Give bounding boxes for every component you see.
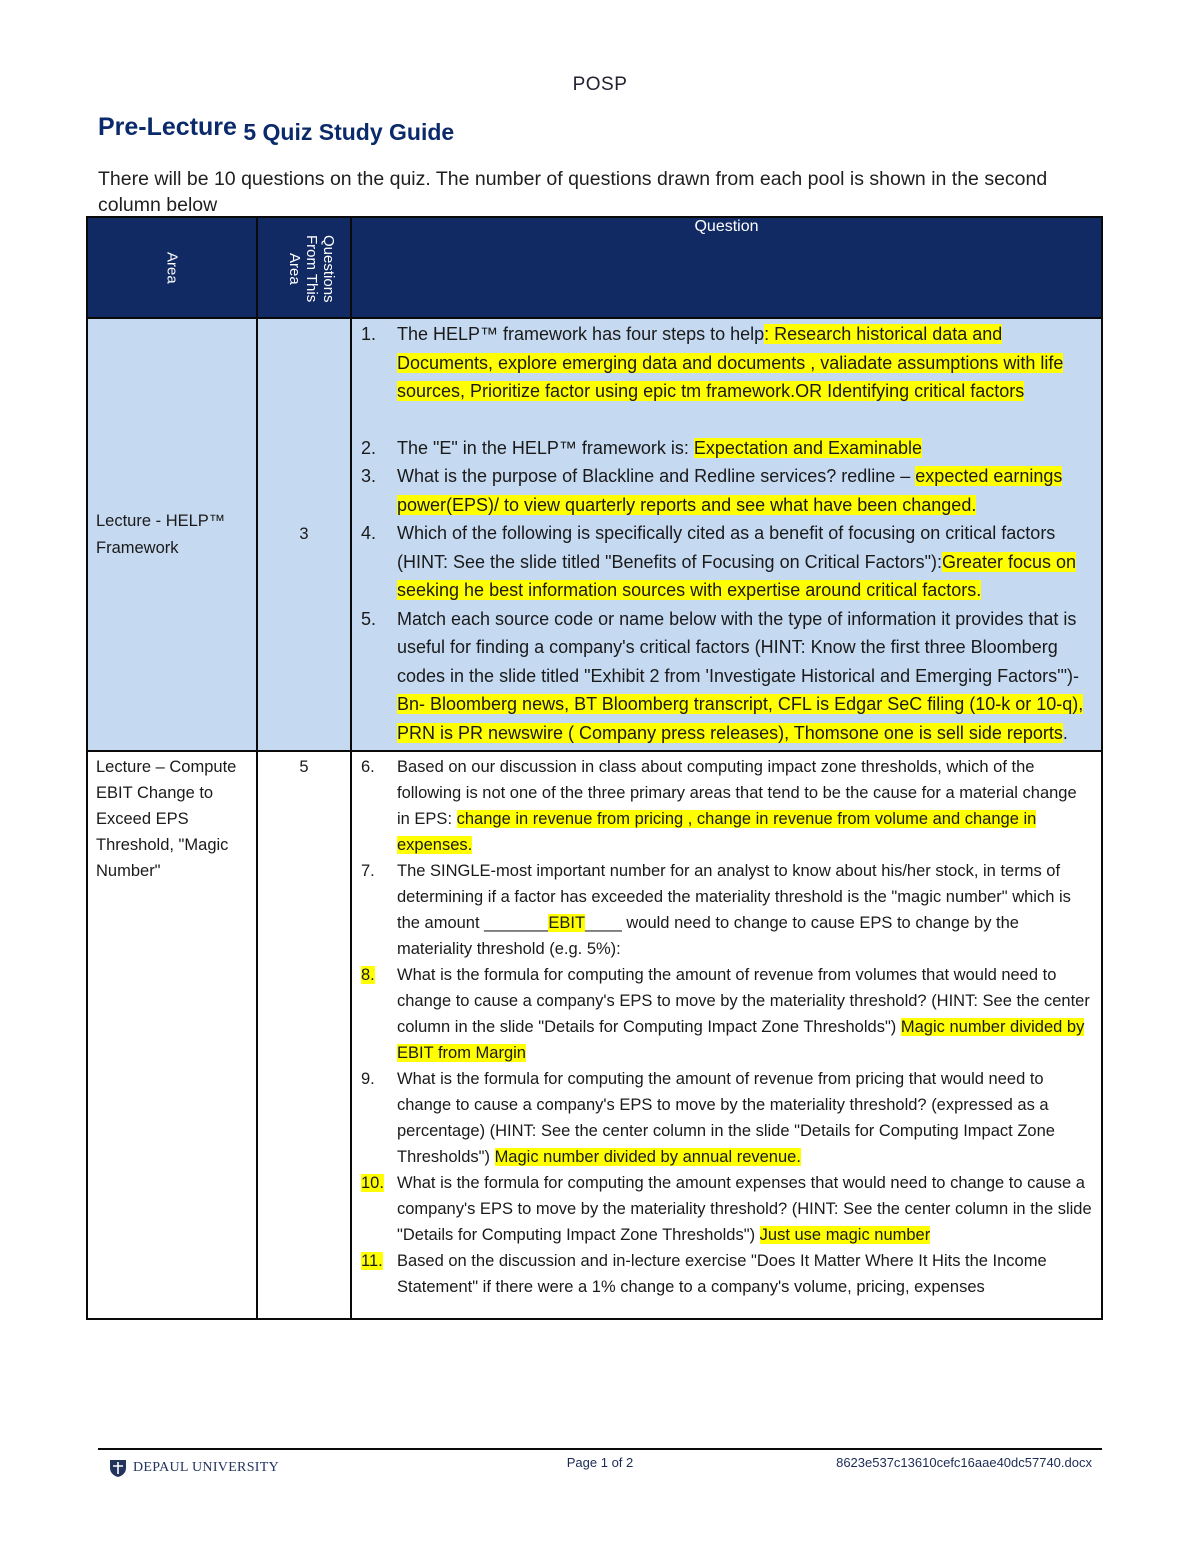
question-segment: What is the formula for computing the amount of revenue from volumes that would need to change to cause a company's EPS to move by the materiality threshold? (HINT: See the center column in the slide "Details for Computing Impact Zone Thresholds") [397, 966, 1090, 1036]
table-row [87, 318, 1102, 751]
question-text [397, 462, 1093, 519]
question-number-text: 7. [361, 862, 375, 880]
answer-highlight: Magic number divided by annual revenue. [494, 1148, 801, 1166]
question-segment: ____ would need to change to cause EPS to change by the materiality threshold (e.g. 5%): [397, 914, 1019, 958]
area-cell: Lecture – Compute EBIT Change to Exceed EPS Threshold, "Magic Number" [87, 751, 257, 1319]
answer-highlight: EBIT [548, 914, 586, 932]
question-number [352, 1066, 397, 1170]
questions-cell [351, 318, 1102, 751]
question-number-text: 1. [361, 324, 377, 344]
document-header-label: POSP [572, 74, 628, 95]
question-item [352, 1248, 1093, 1300]
question-text [397, 605, 1093, 748]
intro-paragraph: There will be 10 questions on the quiz. The number of questions drawn from each pool is shown in the second column below [98, 168, 1048, 216]
question-text [397, 519, 1093, 605]
answer-highlight: Just use magic number [759, 1226, 931, 1244]
question-number [352, 519, 397, 605]
answer-highlight: : Research historical data and Documents, explore emerging data and documents , valiadate assumptions with life sources, Prioritize factor using epic tm framework.OR Identifying critical factors [397, 324, 1064, 401]
question-segment: The HELP™ framework has four steps to help [397, 324, 765, 344]
question-item [352, 1170, 1093, 1248]
file-name: 8623e537c13610cefc16aae40dc57740.docx [836, 1455, 1092, 1470]
question-number-text: 5. [361, 608, 377, 629]
study-guide-table [86, 216, 1103, 1320]
question-item [352, 519, 1093, 605]
question-item [352, 1066, 1093, 1170]
question-text [397, 858, 1093, 962]
answer-highlight: change in revenue from pricing , change in revenue from volume and change in expenses. [397, 810, 1037, 854]
question-number-text: 9. [361, 1070, 375, 1088]
question-list [352, 319, 1101, 750]
count-cell: 5 [257, 751, 351, 1319]
question-item [352, 462, 1093, 519]
question-number [352, 605, 397, 748]
question-number-text: 6. [361, 758, 375, 776]
question-number [352, 320, 397, 406]
count-cell: 3 [257, 318, 351, 751]
header-question-label: Question [694, 218, 759, 235]
question-item [352, 858, 1093, 962]
question-number-text: 3. [361, 466, 377, 486]
question-segment: The SINGLE-most important number for an analyst to know about his/her stock, in terms of determining if a factor has exceeded the materiality threshold is the "magic number" which is the amount _______ [397, 862, 1071, 932]
question-segment: What is the formula for computing the amount of revenue from pricing that would need to change to cause a company's EPS to move by the materiality threshold? (expressed as a percentage) (HINT: See the center column in the slide "Details for Computing Impact Zone Thresholds") [397, 1070, 1055, 1166]
page-number: Page 1 of 2 [566, 1455, 634, 1470]
header-count-label: Questions From This Area [286, 235, 337, 303]
question-segment: What is the purpose of Blackline and Redline services? redline – [397, 466, 916, 486]
question-number-text: 11. [361, 1252, 383, 1270]
question-number [352, 754, 397, 858]
question-number [352, 434, 397, 463]
answer-highlight: Expectation and Examinable [693, 437, 923, 458]
answer-highlight: Magic number divided by EBIT from Margin [397, 1018, 1085, 1062]
answer-highlight: Bn- Bloomberg news, BT Bloomberg transcript, CFL is Edgar SeC filing (10-k or 10-q), PRN is PR newswire ( Company press releases), Thomsone one is sell side reports [397, 694, 1084, 743]
question-segment: Which of the following is specifically cited as a benefit of focusing on critical factors (HINT: See the slide titled "Benefits of Focusing on Critical Factors"): [397, 523, 1056, 572]
question-number [352, 1170, 397, 1248]
question-number [352, 1248, 397, 1300]
question-number [352, 962, 397, 1066]
question-item [352, 434, 1093, 463]
logo-text: DEPAUL UNIVERSITY [133, 1460, 280, 1475]
question-text [397, 1248, 1093, 1300]
question-segment: . [1062, 722, 1068, 743]
question-segment: Match each source code or name below with the type of information it provides that is useful for finding a company's critical factors (HINT: Know the first three Bloomberg codes in the slide titled "Exhibit 2 from 'Investigate Historical and Emerging Factors'")- [397, 608, 1079, 686]
question-item [352, 754, 1093, 858]
table-row [87, 751, 1102, 1319]
question-list [352, 752, 1101, 1300]
question-number [352, 858, 397, 962]
question-text [397, 1170, 1093, 1248]
document-title [98, 113, 455, 145]
question-item [352, 962, 1093, 1066]
header-area-label: Area [163, 251, 181, 284]
question-text [397, 962, 1093, 1066]
question-segment: The "E" in the HELP™ framework is: [397, 437, 694, 458]
title-part-2: 5 Quiz Study Guide [236, 119, 455, 145]
questions-cell [351, 751, 1102, 1319]
answer-highlight: expected earnings power(EPS)/ to view quarterly reports and see what have been changed. [397, 466, 1063, 515]
question-number-text: 8. [361, 966, 375, 984]
header-count-cell [257, 217, 351, 318]
header-area-cell [87, 217, 257, 318]
area-cell: Lecture - HELP™ Framework [87, 318, 257, 751]
question-text [397, 434, 1093, 463]
question-number-text: 2. [361, 437, 377, 458]
title-part-1: Pre-Lecture [98, 113, 237, 141]
question-segment: What is the formula for computing the amount expenses that would need to change to cause a company's EPS to move by the materiality threshold? (HINT: See the center column in the slide "Details for Computing Impact Zone Thresholds") [397, 1174, 1092, 1244]
answer-highlight: Greater focus on seeking he best information sources with expertise around critical factors. [397, 551, 1077, 600]
question-number-text: 10. [361, 1174, 384, 1192]
question-item [352, 605, 1093, 748]
question-number [352, 462, 397, 519]
question-segment: Based on our discussion in class about computing impact zone thresholds, which of the following is not one of the three primary areas that tend to be the cause for a material change in EPS: [397, 758, 1077, 828]
question-number-text: 4. [361, 523, 377, 543]
question-text [397, 1066, 1093, 1170]
header-question-cell [351, 217, 1102, 318]
question-text [397, 320, 1093, 406]
question-item [352, 320, 1093, 406]
table-header [87, 217, 1102, 318]
footer-divider [98, 1448, 1102, 1450]
question-segment: Based on the discussion and in-lecture exercise "Does It Matter Where It Hits the Income Statement" if there were a 1% change to a company's volume, pricing, expenses [397, 1252, 1047, 1296]
question-text [397, 754, 1093, 858]
